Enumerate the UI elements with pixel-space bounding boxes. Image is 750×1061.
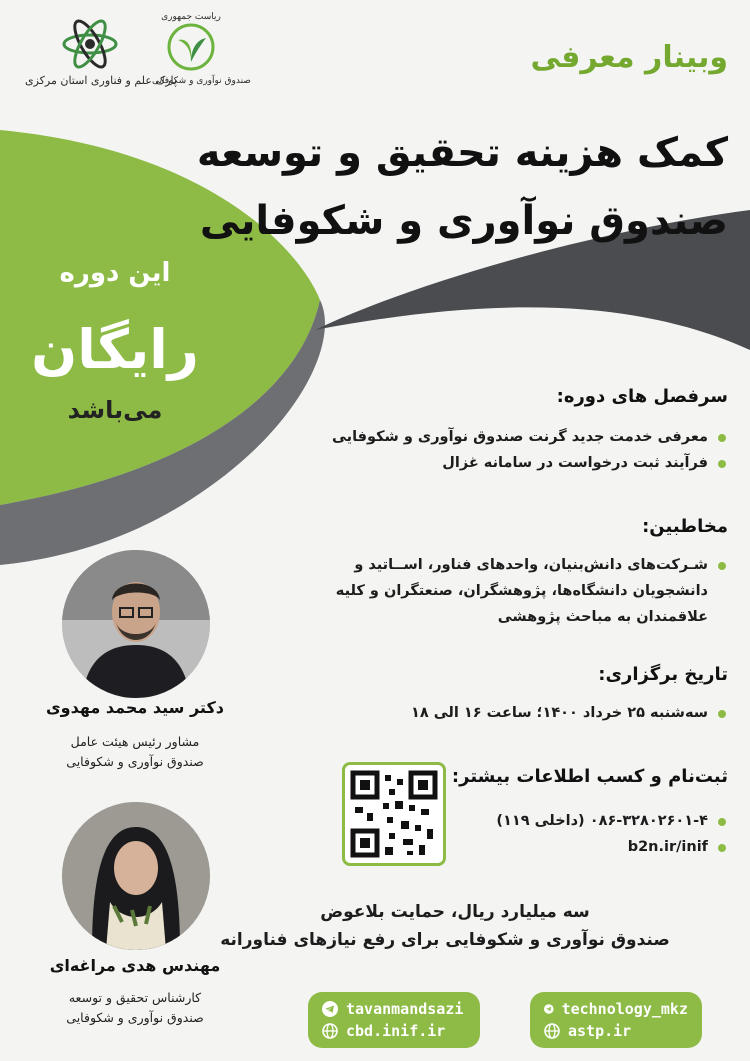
woman-portrait-icon — [62, 802, 210, 950]
website-right: astp.ir — [568, 1022, 632, 1040]
telegram-row-left[interactable] — [322, 998, 466, 1020]
main-title-line1: کمک هزینه تحقیق و توسعه — [196, 130, 728, 176]
main-title-line2: صندوق نوآوری و شکوفایی — [199, 198, 728, 244]
science-park-caption: پارک علم و فناوری استان مرکزی — [25, 74, 177, 87]
support-line2: صندوق نوآوری و شکوفایی برای رفع نیازهای فناورانه — [220, 930, 670, 950]
list-item: فرآیند ثبت درخواست در سامانه غزال — [288, 450, 728, 476]
registration-title: ثبت‌نام و کسب اطلاعات بیشتر: — [451, 766, 728, 787]
list-item: سه‌شنبه ۲۵ خرداد ۱۴۰۰؛ ساعت ۱۶ الی ۱۸ — [328, 700, 728, 726]
list-item: شـرکت‌های دانش‌بنیان، واحدهای فناور، اســاتید و دانشجویان دانشگاه‌ها، پژوهشگران، صنعتگران و کلیه علاقمندان به مباحث پژوهشی — [308, 552, 728, 630]
globe-icon — [322, 1023, 338, 1039]
sprout-logo-icon — [166, 22, 216, 72]
telegram-handle-left: tavanmandsazi — [346, 1000, 464, 1018]
speaker-name-1: دکتر سید محمد مهدوی — [46, 698, 224, 717]
telegram-icon — [544, 1001, 554, 1017]
syllabus-title: سرفصل های دوره: — [556, 386, 728, 407]
registration-list — [468, 808, 728, 860]
speaker-photo-1 — [62, 550, 210, 698]
contact-pill-right — [530, 992, 702, 1048]
schedule-title: تاریخ برگزاری: — [598, 664, 728, 685]
science-park-logo — [25, 18, 177, 87]
innovation-fund-caption: صندوق نوآوری و شکوفایی — [152, 76, 251, 86]
speaker-role-1-line1: مشاور رئیس هیئت عامل — [70, 734, 200, 749]
list-item: معرفی خدمت جدید گرنت صندوق نوآوری و شکوفایی — [288, 424, 728, 450]
telegram-row-right[interactable] — [544, 998, 688, 1020]
schedule-list — [328, 700, 728, 726]
innovation-fund-logo — [152, 12, 251, 86]
speaker-role-2-line1: کارشناس تحقیق و توسعه — [68, 990, 202, 1005]
link-item[interactable]: b2n.ir/inif — [468, 834, 728, 860]
telegram-handle-right: technology_mkz — [561, 1000, 688, 1018]
man-portrait-icon — [62, 550, 210, 698]
syllabus-list — [288, 424, 728, 476]
website-left: cbd.inif.ir — [346, 1022, 446, 1040]
free-badge-post: می‌باشد — [67, 396, 163, 424]
speaker-role-1-line2: صندوق نوآوری و شکوفایی — [66, 754, 204, 769]
speaker-role-2-line2: صندوق نوآوری و شکوفایی — [66, 1010, 204, 1025]
free-badge-pre: این دوره — [59, 258, 171, 288]
phone-item: ۰۸۶-۳۲۸۰۲۶۰۱-۴ (داخلی ۱۱۹) — [468, 808, 728, 834]
speaker-name-2: مهندس هدی مراغه‌ای — [49, 956, 221, 975]
qr-code-icon — [345, 765, 443, 863]
audience-list — [308, 552, 728, 630]
webinar-label: وبینار معرفی — [530, 40, 728, 75]
contact-pill-left — [308, 992, 480, 1048]
atom-logo-icon — [60, 18, 120, 70]
speaker-role-2 — [30, 988, 240, 1028]
free-badge-word: رایگان — [31, 318, 199, 381]
globe-icon — [544, 1023, 560, 1039]
telegram-icon — [322, 1001, 338, 1017]
qr-code[interactable] — [342, 762, 446, 866]
speaker-photo-2 — [62, 802, 210, 950]
support-line1: سه میلیارد ریال، حمایت بلاعوض — [320, 902, 590, 922]
speaker-role-1 — [30, 732, 240, 772]
presidency-caption: ریاست جمهوری — [161, 12, 221, 22]
web-row-right[interactable] — [544, 1020, 688, 1042]
web-row-left[interactable] — [322, 1020, 466, 1042]
audience-title: مخاطبین: — [642, 516, 728, 537]
